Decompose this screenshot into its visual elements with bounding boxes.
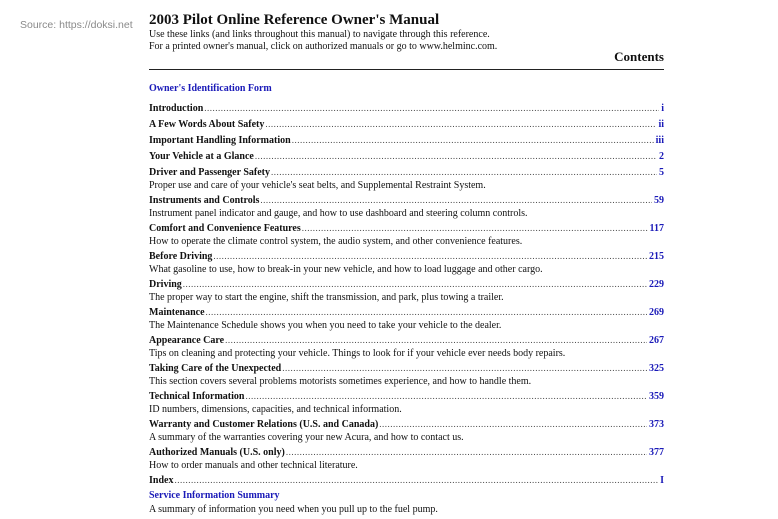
service-summary-label: Service Information Summary [149,490,280,501]
source-watermark: Source: https://doksi.net [20,19,133,31]
toc-entry-link[interactable] [149,249,664,263]
dot-leader [265,117,656,131]
owners-form-link[interactable] [149,82,664,96]
manual-page [149,11,664,515]
dot-leader [286,445,647,459]
toc-entry-title: A Few Words About Safety [149,119,265,130]
toc-entry-title: Comfort and Convenience Features [149,223,301,234]
toc-entry-desc: Instrument panel indicator and gauge, and how to use dashboard and steering column controls. [149,208,528,219]
dot-leader [260,193,652,207]
manual-title: 2003 Pilot Online Reference Owner's Manual [149,12,440,28]
toc-page-number[interactable]: 5 [659,167,664,178]
toc-page-number[interactable]: 373 [649,419,664,430]
dot-leader [302,221,648,235]
toc-page-number[interactable]: 59 [654,195,664,206]
intro-line-2: For a printed owner's manual, click on authorized manuals or go to www.helminc.com. [149,41,498,52]
toc-entry-title: Maintenance [149,307,205,318]
toc-page-number[interactable]: iii [655,135,664,146]
toc-page-number[interactable]: 377 [649,447,664,458]
toc-entry-title: Taking Care of the Unexpected [149,363,282,374]
header-divider [149,69,664,70]
toc-entry-link[interactable] [149,277,664,291]
toc-entry-title: Warranty and Customer Relations (U.S. and Canada) [149,419,379,430]
toc-entry-desc: The proper way to start the engine, shift the transmission, and park, plus towing a trailer. [149,292,504,303]
toc-entry-link[interactable] [149,149,664,163]
toc-page-number[interactable]: 359 [649,391,664,402]
toc-entry-desc: How to order manuals and other technical literature. [149,460,358,471]
intro-line-1: Use these links (and links throughout this manual) to navigate through this reference. [149,29,490,40]
toc-entry-link[interactable] [149,221,664,235]
toc-entry-title: Driver and Passenger Safety [149,167,271,178]
toc-entry-link[interactable] [149,417,664,431]
toc-entry-link[interactable] [149,165,664,179]
dot-leader [174,473,658,487]
toc-entry-link[interactable] [149,133,664,147]
toc-entry-title: Instruments and Controls [149,195,260,206]
toc-entry-title: Introduction [149,103,204,114]
toc-entry-link[interactable] [149,445,664,459]
service-summary-desc: A summary of information you need when you pull up to the fuel pump. [149,504,438,515]
toc-page-number[interactable]: 267 [649,335,664,346]
toc-entry-link[interactable] [149,305,664,319]
toc-entry-desc: A summary of the warranties covering your new Acura, and how to contact us. [149,432,464,443]
toc-page-number[interactable]: 229 [649,279,664,290]
toc-entry-link[interactable] [149,389,664,403]
toc-entry-title: Your Vehicle at a Glance [149,151,254,162]
dot-leader [245,389,647,403]
toc-entry-title: Authorized Manuals (U.S. only) [149,447,285,458]
contents-heading: Contents [614,49,664,64]
dot-leader [204,101,659,115]
dot-leader [206,305,647,319]
toc-entry-title: Technical Information [149,391,245,402]
toc-entry-desc: ID numbers, dimensions, capacities, and technical information. [149,404,402,415]
toc-entry-desc: The Maintenance Schedule shows you when you need to take your vehicle to the dealer. [149,320,502,331]
toc-entry-title: Driving [149,279,182,290]
dot-leader [271,165,657,179]
toc-entry-title: Before Driving [149,251,213,262]
toc-page-number[interactable]: ii [658,119,664,130]
toc-entry-link[interactable] [149,117,664,131]
toc-page-number[interactable]: 215 [649,251,664,262]
toc-page-number[interactable]: 117 [649,223,664,234]
toc-entry-desc: Tips on cleaning and protecting your vehicle. Things to look for if your vehicle ever needs body repairs. [149,348,566,359]
toc-entry-list [149,101,664,489]
dot-leader [183,277,647,291]
dot-leader [255,149,657,163]
toc-entry-link[interactable] [149,361,664,375]
toc-page-number[interactable]: i [661,103,664,114]
toc-entry-link[interactable] [149,473,664,487]
toc-page-number[interactable]: 269 [649,307,664,318]
toc-page-number[interactable]: 2 [659,151,664,162]
toc-entry-title: Important Handling Information [149,135,291,146]
dot-leader [213,249,647,263]
dot-leader [225,333,647,347]
toc-entry-title: Index [149,475,174,486]
toc-entry-link[interactable] [149,333,664,347]
dot-leader [379,417,647,431]
toc-entry-link[interactable] [149,193,664,207]
toc-entry-desc: What gasoline to use, how to break-in your new vehicle, and how to load luggage and other cargo. [149,264,543,275]
toc-page-number[interactable]: I [660,475,664,486]
dot-leader [282,361,647,375]
toc-page-number[interactable]: 325 [649,363,664,374]
toc-entry-desc: Proper use and care of your vehicle's seat belts, and Supplemental Restraint System. [149,180,486,191]
owners-form-label: Owner's Identification Form [149,83,272,94]
table-of-contents [149,82,664,517]
service-summary-link[interactable] [149,489,664,503]
toc-entry-desc: This section covers several problems motorists sometimes experience, and how to handle them. [149,376,532,387]
toc-entry-link[interactable] [149,101,664,115]
toc-entry-title: Appearance Care [149,335,225,346]
toc-entry-desc: How to operate the climate control system, the audio system, and other convenience features. [149,236,523,247]
dot-leader [292,133,654,147]
